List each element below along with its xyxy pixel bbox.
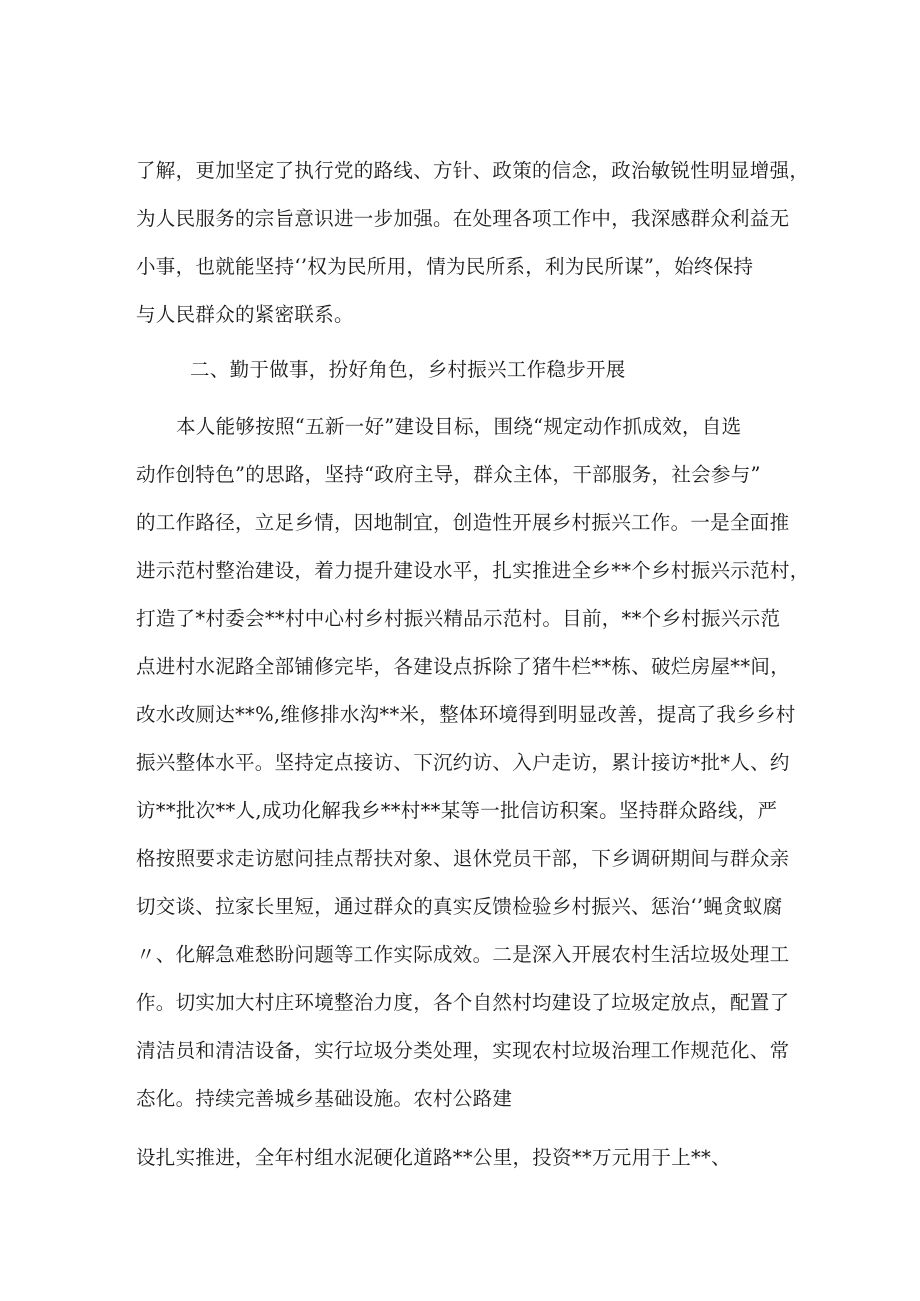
paragraph-2-line-12: 〃、化解急难愁盼问题等工作实际成效。二是深入开展农村生活垃圾处理工 bbox=[136, 943, 790, 966]
paragraph-2-line-3: 的工作路径，立足乡情，因地制宜，创造性开展乡村振兴工作。一是全面推 bbox=[136, 511, 790, 534]
paragraph-2-line-13: 作。切实加大村庄环境整治力度，各个自然村均建设了垃圾定放点，配置了 bbox=[136, 991, 790, 1014]
paragraph-2-line-11: 切交谈、拉家长里短，通过群众的真实反馈检验乡村振兴、惩治‘’蝇贪蚁腐 bbox=[136, 895, 783, 918]
paragraph-2-line-5: 打造了*村委会**村中心村乡村振兴精品示范村。目前，**个乡村振兴示范 bbox=[136, 607, 781, 630]
paragraph-1-line-3: 小事，也就能坚持‘’权为民所用，情为民所系，利为民所谋”，始终保持 bbox=[136, 255, 754, 278]
paragraph-2-line-4: 进示范村整治建设，着力提升建设水平，扎实推进全乡**个乡村振兴示范村， bbox=[136, 559, 810, 582]
paragraph-2-line-2: 动作创特色”的思路，坚持“政府主导，群众主体，干部服务，社会参与” bbox=[136, 463, 761, 486]
paragraph-1-line-2: 为人民服务的宗旨意识进一步加强。在处理各项工作中，我深感群众利益无 bbox=[136, 207, 790, 230]
paragraph-2-line-8: 振兴整体水平。坚持定点接访、下沉约访、入户走访，累计接访*批*人、约 bbox=[136, 751, 790, 774]
paragraph-1-line-4: 与人民群众的紧密联系。 bbox=[136, 303, 354, 326]
section-heading-2: 二、勤于做事，扮好角色，乡村振兴工作稳步开展 bbox=[190, 358, 626, 381]
paragraph-2-line-9: 访**批次**人,成功化解我乡**村**某等一批信访积案。坚持群众路线，严 bbox=[136, 799, 778, 822]
paragraph-1-line-1: 了解，更加坚定了执行党的路线、方针、政策的信念，政治敏锐性明显增强， bbox=[136, 159, 810, 182]
paragraph-2-line-15: 态化。持续完善城乡基础设施。农村公路建 bbox=[136, 1087, 513, 1110]
paragraph-2-line-14: 清洁员和清洁设备，实行垃圾分类处理，实现农村垃圾治理工作规范化、常 bbox=[136, 1039, 790, 1062]
paragraph-2-line-7: 改水改厕达**%,维修排水沟**米，整体环境得到明显改善，提高了我乡乡村 bbox=[136, 703, 796, 726]
paragraph-3-line-1: 设扎实推进，全年村组水泥硬化道路**公里，投资**万元用于上**、 bbox=[136, 1146, 731, 1169]
paragraph-2-line-1: 本人能够按照“五新一好”建设目标，围绕“规定动作抓成效，自选 bbox=[176, 415, 742, 438]
paragraph-2-line-6: 点进村水泥路全部铺修完毕，各建设点拆除了猪牛栏**栋、破烂房屋**间， bbox=[136, 655, 790, 678]
paragraph-2-line-10: 格按照要求走访慰问挂点帮扶对象、退休党员干部，下乡调研期间与群众亲 bbox=[136, 847, 790, 870]
